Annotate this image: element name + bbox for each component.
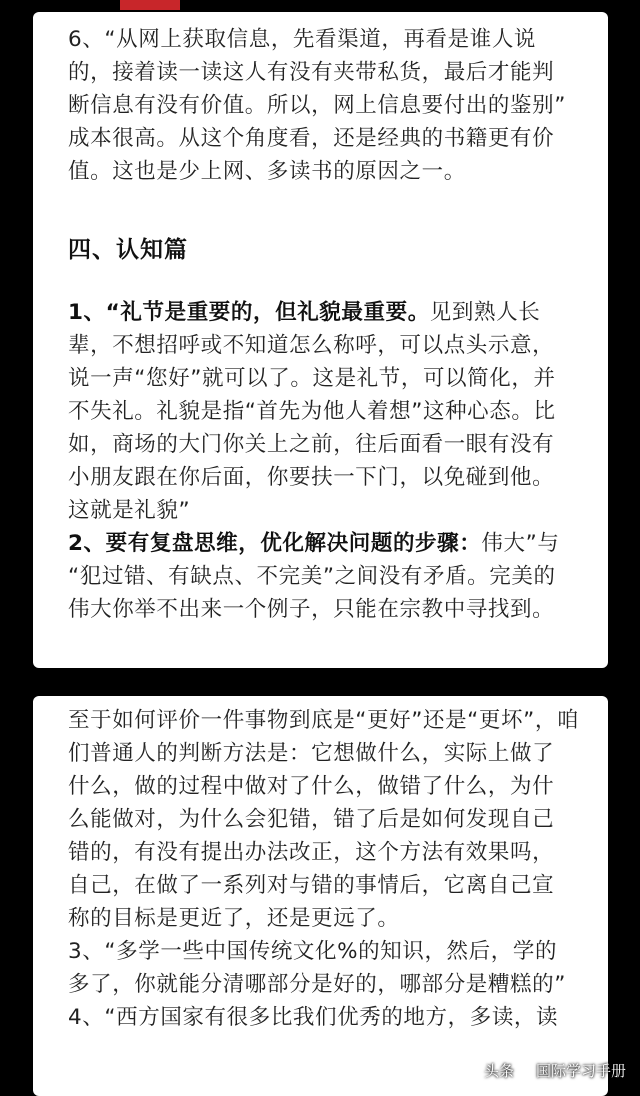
text-line: 什么，做的过程中做对了什么，做错了什么，为什 bbox=[68, 774, 555, 799]
continuation-paragraph bbox=[68, 704, 588, 1034]
text-line: 称的目标是更近了，还是更远了。 bbox=[68, 906, 400, 931]
text-line: 如，商场的大门你关上之前，往后面看一眼有没有 bbox=[68, 432, 555, 457]
text-line: 们普通人的判断方法是：它想做什么，实际上做了 bbox=[68, 741, 555, 766]
item-2 bbox=[68, 527, 588, 626]
text-line: 么能做对，为什么会犯错，错了后是如何发现自己 bbox=[68, 807, 555, 832]
text-line bbox=[68, 527, 588, 560]
watermark bbox=[484, 1060, 626, 1081]
text-line: 4、“西方国家有很多比我们优秀的地方，多读，读 bbox=[68, 1005, 559, 1030]
bold-lead: 1、“礼节是重要的，但礼貌最重要。 bbox=[68, 300, 430, 325]
paragraph-6 bbox=[68, 23, 588, 188]
watermark-account: 国际学习手册 bbox=[535, 1062, 626, 1080]
text-line: 这就是礼貌” bbox=[68, 498, 191, 523]
text-line: 辈，不想招呼或不知道怎么称呼，可以点头示意， bbox=[68, 333, 555, 358]
text-run: 见到熟人长 bbox=[429, 300, 541, 325]
text-line: 至于如何评价一件事物到底是“更好”还是“更坏”，咱 bbox=[68, 708, 580, 733]
text-line: 伟大你举不出来一个例子，只能在宗教中寻找到。 bbox=[68, 597, 555, 622]
text-line: 错的，有没有提出办法改正，这个方法有效果吗， bbox=[68, 840, 555, 865]
top-red-strip bbox=[120, 0, 180, 10]
text-line: 多了，你就能分清哪部分是好的，哪部分是糟糕的” bbox=[68, 972, 566, 997]
text-line: 自己，在做了一系列对与错的事情后，它离自己宣 bbox=[68, 873, 555, 898]
section-heading: 四、认知篇 bbox=[68, 237, 188, 263]
text-line: 值。这也是少上网、多读书的原因之一。 bbox=[68, 159, 466, 184]
text-line bbox=[68, 296, 588, 329]
text-run: 伟大”与 bbox=[481, 531, 560, 556]
text-line: “犯过错、有缺点、不完美”之间没有矛盾。完美的 bbox=[68, 564, 556, 589]
text-line: 说一声“您好”就可以了。这是礼节，可以简化，并 bbox=[68, 366, 556, 391]
at-icon bbox=[517, 1063, 533, 1079]
text-line: 6、“从网上获取信息，先看渠道，再看是谁人说 bbox=[68, 27, 537, 52]
bold-lead: 2、要有复盘思维，优化解决问题的步骤： bbox=[68, 531, 482, 556]
text-line: 断信息有没有价值。所以，网上信息要付出的鉴别” bbox=[68, 93, 566, 118]
text-line: 成本很高。从这个角度看，还是经典的书籍更有价 bbox=[68, 126, 555, 151]
watermark-prefix: 头条 bbox=[483, 1062, 514, 1080]
article-card-bottom bbox=[33, 696, 608, 1096]
text-line: 的，接着读一读这人有没有夹带私货，最后才能判 bbox=[68, 60, 555, 85]
item-1 bbox=[68, 296, 588, 527]
text-line: 不失礼。礼貌是指“首先为他人着想”这种心态。比 bbox=[68, 399, 556, 424]
article-card-top bbox=[33, 12, 608, 668]
text-line: 3、“多学一些中国传统文化%的知识，然后，学的 bbox=[68, 939, 558, 964]
text-line: 小朋友跟在你后面，你要扶一下门，以免碰到他。 bbox=[68, 465, 555, 490]
